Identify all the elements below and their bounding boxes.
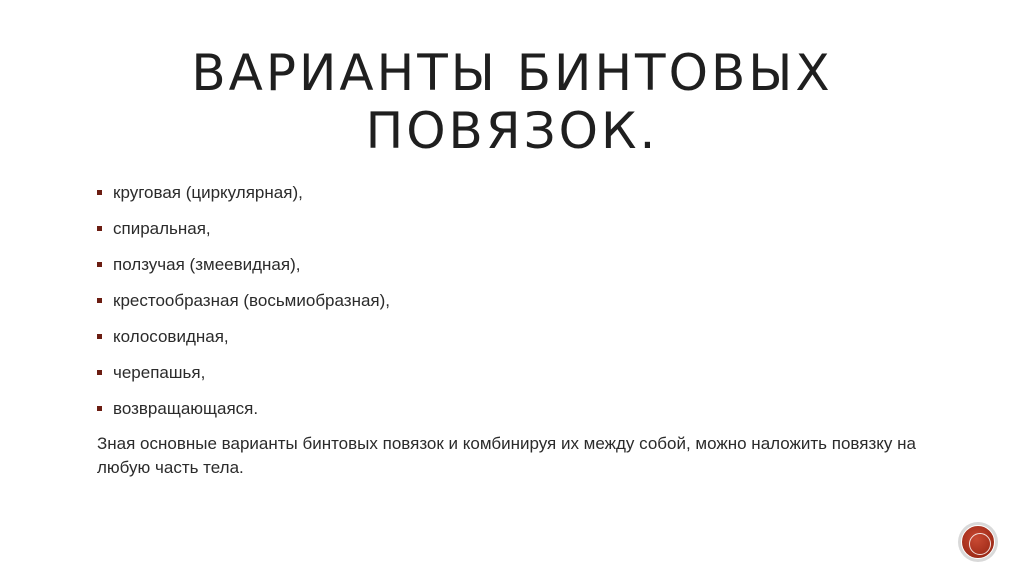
list-item bbox=[97, 216, 390, 252]
next-slide-button[interactable] bbox=[958, 522, 998, 562]
square-bullet-icon bbox=[97, 406, 102, 411]
list-item bbox=[97, 324, 390, 360]
slide-title: ВАРИАНТЫ БИНТОВЫХ ПОВЯЗОК. bbox=[191, 44, 833, 160]
list-item-text: крестообразная (восьмиобразная), bbox=[113, 291, 391, 310]
square-bullet-icon bbox=[97, 190, 102, 195]
list-item bbox=[97, 396, 390, 432]
summary-paragraph: Зная основные варианты бинтовых повязок и комбинируя их между собой, можно наложить повязку на любую часть тела. bbox=[97, 434, 916, 477]
square-bullet-icon bbox=[97, 226, 102, 231]
list-item-text: ползучая (змеевидная), bbox=[113, 255, 301, 274]
button-ring-icon bbox=[969, 533, 991, 555]
list-item-text: колосовидная, bbox=[113, 327, 229, 346]
bandage-types-list bbox=[97, 180, 390, 432]
square-bullet-icon bbox=[97, 262, 102, 267]
list-item bbox=[97, 180, 390, 216]
square-bullet-icon bbox=[97, 370, 102, 375]
square-bullet-icon bbox=[97, 334, 102, 339]
list-item-text: круговая (циркулярная), bbox=[113, 183, 303, 202]
list-item bbox=[97, 252, 390, 288]
list-item-text: черепашья, bbox=[113, 363, 206, 382]
square-bullet-icon bbox=[97, 298, 102, 303]
list-item-text: возвращающаяся. bbox=[113, 399, 259, 418]
list-item-text: спиральная, bbox=[113, 219, 211, 238]
next-slide-circle-icon bbox=[961, 525, 995, 559]
list-item bbox=[97, 360, 390, 396]
list-item bbox=[97, 288, 390, 324]
